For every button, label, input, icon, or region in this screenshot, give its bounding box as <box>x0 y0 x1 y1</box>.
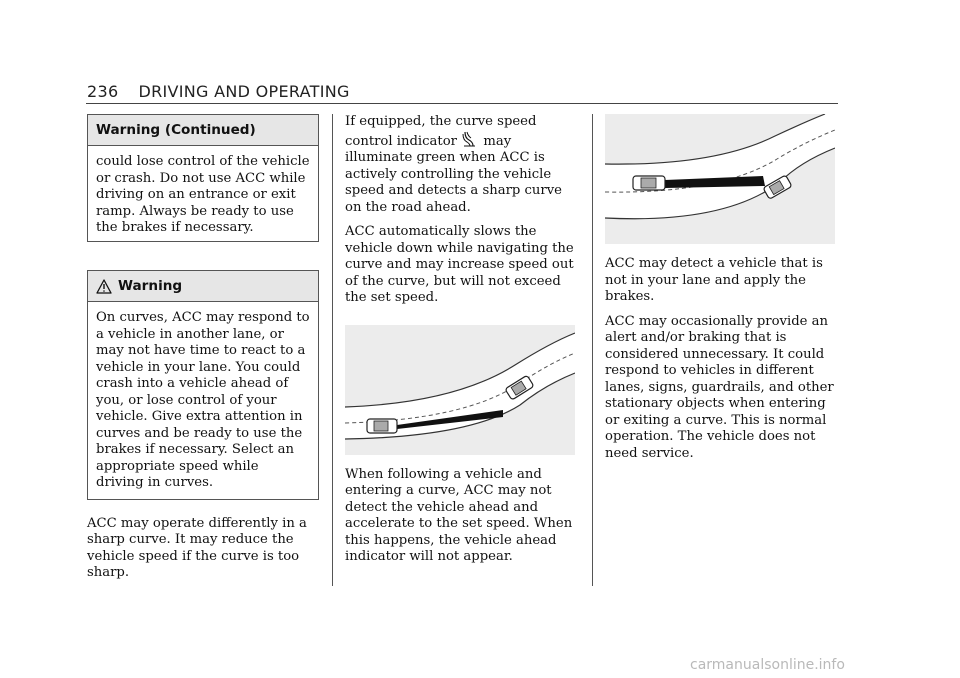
warning-continued-box <box>87 114 319 242</box>
curve-speed-indicator-icon <box>462 131 476 147</box>
adjacent-lane-illustration <box>605 114 835 244</box>
column-1 <box>87 114 319 582</box>
body-paragraph: ACC may operate differently in a sharp curve. It may reduce the vehicle speed if the curve is too sharp. <box>87 515 307 580</box>
own-vehicle <box>367 419 397 433</box>
column-3 <box>605 114 837 462</box>
indicator-paragraph <box>345 114 577 216</box>
body-paragraph: ACC automatically slows the vehicle down while navigating the curve and may increase speed out of the curve, but will not exceed the set speed. <box>345 224 574 305</box>
warning-title: Warning <box>118 277 183 294</box>
indicator-text-after: may illuminate green when ACC is actively controlling the vehicle speed and detects a sharp curve on the road ahead. <box>345 133 562 215</box>
column-divider <box>592 114 593 586</box>
indicator-text-before: If equipped, the curve speed control indicator <box>345 114 537 149</box>
warning-box <box>87 270 319 500</box>
body-paragraph: When following a vehicle and entering a curve, ACC may not detect the vehicle ahead and accelerate to the set speed. When this happens, the vehicle ahead indicator will not appear. <box>345 466 573 564</box>
section-title: DRIVING AND OPERATING <box>138 82 350 101</box>
warning-text: On curves, ACC may respond to a vehicle in another lane, or may not have time to react to a vehicle in your lane. You could crash into a vehicle ahead of you, or lose control of your vehicle. Give extra attention in curves and be ready to use the brakes if necessary. Select an appropriate speed while driving in curves. <box>96 310 310 490</box>
warning-triangle-icon <box>96 279 112 294</box>
warning-header <box>88 271 318 302</box>
column-2 <box>345 114 577 566</box>
curve-following-illustration <box>345 325 575 455</box>
own-vehicle <box>633 176 665 190</box>
page-header <box>87 82 350 101</box>
warning-continued-text: could lose control of the vehicle or crash. Do not use ACC while driving on an entrance or exit ramp. Always be ready to use the brakes if necessary. <box>96 154 310 235</box>
page-number: 236 <box>87 82 119 101</box>
body-paragraph: ACC may detect a vehicle that is not in your lane and apply the brakes. <box>605 256 823 304</box>
warning-continued-title: Warning (Continued) <box>88 115 318 146</box>
header-rule <box>86 103 838 104</box>
column-divider <box>332 114 333 586</box>
body-paragraph: ACC may occasionally provide an alert and/or braking that is considered unnecessary. It could respond to vehicles in different lanes, signs, guardrails, and other stationary objects when entering or exiting a curve. This is normal operation. The vehicle does not need service. <box>605 313 834 461</box>
watermark: carmanualsonline.info <box>690 657 845 673</box>
